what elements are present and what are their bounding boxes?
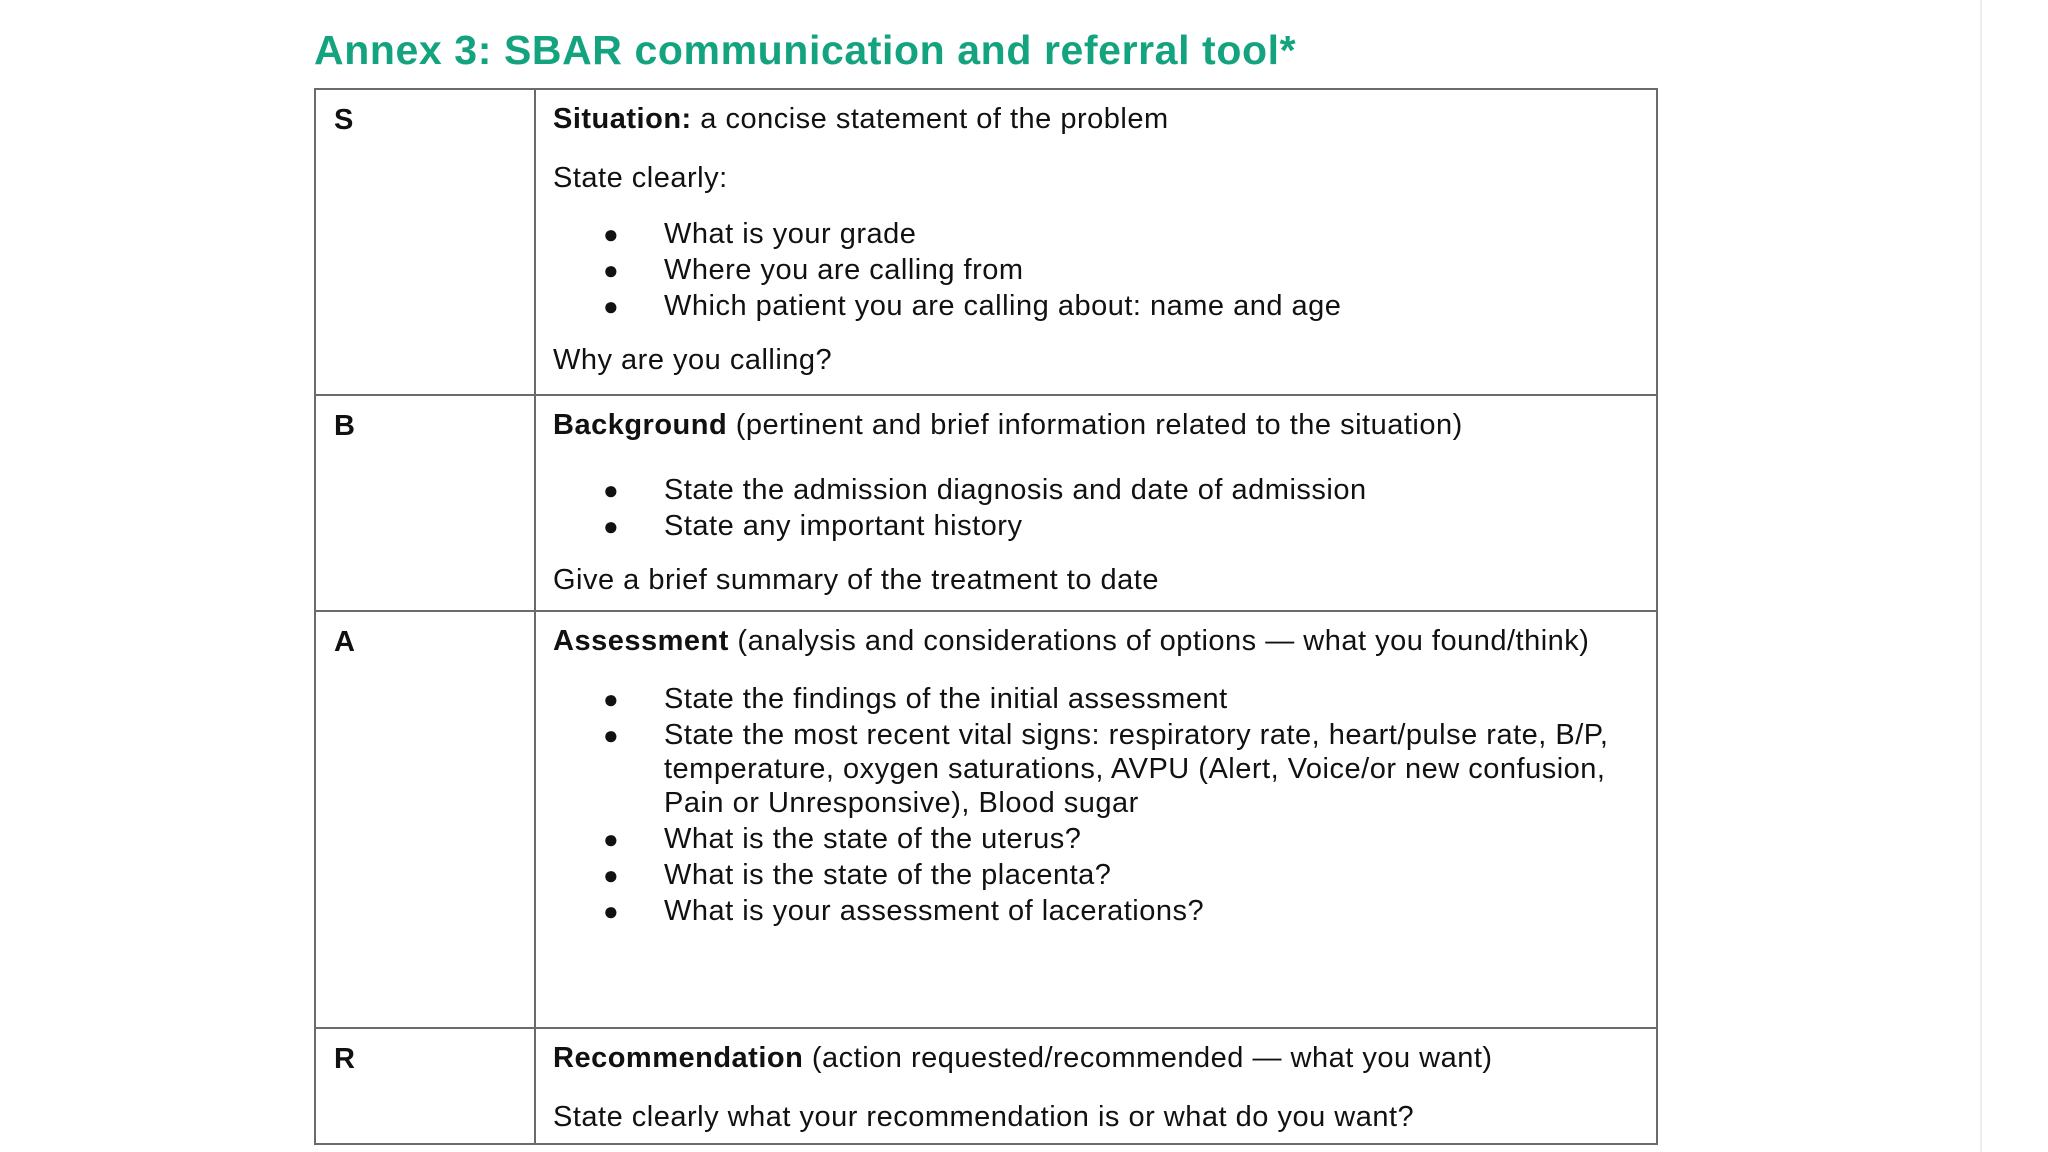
background-heading-bold: Background — [553, 409, 728, 441]
list-item — [553, 289, 1639, 323]
row-letter-b: B — [315, 395, 535, 611]
situation-bullet-list — [553, 217, 1639, 323]
list-item-text: Where you are calling from — [664, 254, 1024, 286]
list-item-text: State the findings of the initial assessment — [664, 683, 1228, 715]
list-item — [553, 509, 1639, 543]
bullet-icon: ● — [603, 475, 620, 505]
list-item-text: What is the state of the placenta? — [664, 859, 1112, 891]
bullet-icon: ● — [603, 684, 620, 714]
assessment-heading — [553, 624, 1639, 658]
sbar-table — [314, 88, 1658, 1145]
background-bullet-list — [553, 473, 1639, 543]
list-item — [553, 473, 1639, 507]
list-item — [553, 253, 1639, 287]
list-item-text: State the admission diagnosis and date of admission — [664, 474, 1367, 506]
bullet-icon: ● — [603, 291, 620, 321]
table-row-recommendation — [315, 1028, 1657, 1144]
bullet-icon: ● — [603, 511, 620, 541]
list-item — [553, 894, 1639, 928]
bullet-icon: ● — [603, 219, 620, 249]
bullet-icon: ● — [603, 824, 620, 854]
situation-closing: Why are you calling? — [553, 344, 833, 376]
bullet-icon: ● — [603, 720, 620, 750]
bullet-icon: ● — [603, 860, 620, 890]
background-heading-text: (pertinent and brief information related to the situation) — [727, 409, 1463, 441]
row-letter-s: S — [315, 89, 535, 395]
list-item — [553, 858, 1639, 892]
list-item — [553, 682, 1639, 716]
list-item-text: State any important history — [664, 510, 1023, 542]
background-closing: Give a brief summary of the treatment to date — [553, 564, 1159, 596]
recommendation-heading-bold: Recommendation — [553, 1042, 804, 1074]
list-item-text: Which patient you are calling about: name and age — [664, 290, 1342, 322]
list-item-text: State the most recent vital signs: respiratory rate, heart/pulse rate, B/P, temperature, oxygen saturations, AVPU (Alert, Voice/or new confusion, Pain or Unresponsive), Blood sugar — [664, 719, 1609, 819]
table-row-background — [315, 395, 1657, 611]
situation-content — [535, 89, 1657, 395]
list-item-text: What is your grade — [664, 218, 917, 250]
assessment-content — [535, 611, 1657, 1028]
assessment-bullet-list — [553, 682, 1639, 928]
bullet-icon: ● — [603, 255, 620, 285]
recommendation-heading — [553, 1041, 1639, 1075]
list-item-text: What is the state of the uterus? — [664, 823, 1082, 855]
background-heading — [553, 408, 1639, 442]
situation-intro: State clearly: — [553, 162, 728, 194]
table-row-situation — [315, 89, 1657, 395]
row-letter-r: R — [315, 1028, 535, 1144]
situation-heading-bold: Situation: — [553, 103, 692, 135]
situation-heading — [553, 102, 1639, 136]
recommendation-closing: State clearly what your recommendation is or what do you want? — [553, 1101, 1415, 1133]
recommendation-content — [535, 1028, 1657, 1144]
document-title: Annex 3: SBAR communication and referral tool* — [314, 27, 1297, 73]
list-item — [553, 217, 1639, 251]
recommendation-heading-text: (action requested/recommended — what you want) — [803, 1042, 1493, 1074]
table-row-assessment — [315, 611, 1657, 1028]
assessment-heading-bold: Assessment — [553, 625, 729, 657]
list-item — [553, 822, 1639, 856]
situation-heading-text: a concise statement of the problem — [691, 103, 1169, 135]
bullet-icon: ● — [603, 896, 620, 926]
background-content — [535, 395, 1657, 611]
list-item-text: What is your assessment of lacerations? — [664, 895, 1205, 927]
list-item — [553, 718, 1639, 820]
assessment-heading-text: (analysis and considerations of options — what you found/think) — [728, 625, 1590, 657]
row-letter-a: A — [315, 611, 535, 1028]
